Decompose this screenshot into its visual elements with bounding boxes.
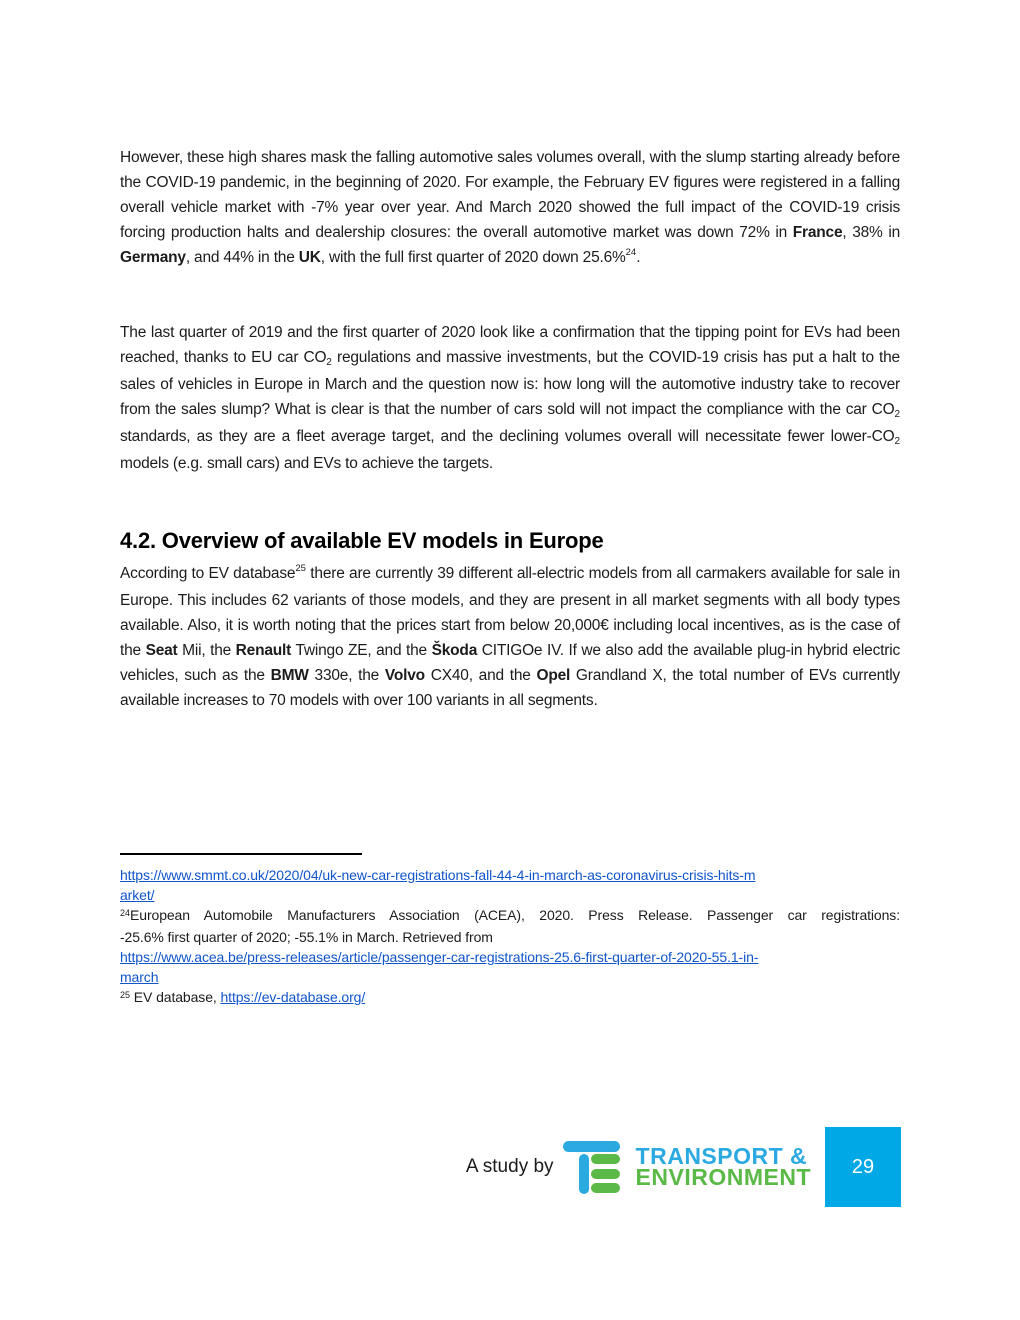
superscript-footnote-ref: 24 (625, 247, 637, 258)
logo-e-bar3-icon (591, 1183, 620, 1193)
paragraph-ev-models-overview: According to EV database$^{25}$ there are currently 39 different all-electric models from all carmakers available for sale in Europe. This includes 62 variants of those models, and they are present in all market segments with all body types available. Also, it is worth noting that the prices start from below 20,000€ including local incentives, as is the case of the Seat Mii, the Renault Twingo ZE, and the Škoda CITIGOe IV. If we also add the available plug-in hybrid electric vehicles, such as the BMW 330e, the Volvo CX40, and the Opel Grandland X, the total number of EVs currently available increases to 70 models with over 100 variants in all segments. (120, 563, 900, 709)
hyperlink[interactable]: https://www.smmt.co.uk/2020/04/uk-new-car-registrations-fall-44-4-in-march-as-coronavirus-crisis-hits-m (120, 867, 756, 883)
logo-transport-line: TRANSPORT & (635, 1143, 808, 1169)
hyperlink[interactable]: https://www.acea.be/press-releases/article/passenger-car-registrations-25.6-first-quarter-of-2020-55.1-in- (120, 949, 759, 965)
logo-t-stem-icon (579, 1154, 589, 1194)
subscript: 2 (894, 436, 900, 447)
footnote-line (120, 865, 900, 885)
superscript-footnote-ref: 24 (120, 908, 131, 918)
page-number: 29 (851, 1155, 875, 1178)
logo-t-top-bar-icon (563, 1141, 620, 1152)
footnote-line: $^{24}$European Automobile Manufacturers Association (ACEA), 2020. Press Release. Passenger car registrations: (120, 907, 900, 923)
section-heading: 4.2. Overview of available EV models in Europe (120, 528, 604, 553)
footnote-line (120, 885, 900, 905)
subscript: 2 (894, 409, 900, 420)
footnote-line (120, 947, 900, 967)
logo-e-bar2-icon (591, 1169, 620, 1179)
footnote-divider (120, 853, 362, 855)
hyperlink[interactable]: https://ev-database.org/ (220, 989, 366, 1005)
superscript-footnote-ref: 25 (295, 563, 306, 574)
logo-environment-line: ENVIRONMENT (635, 1164, 811, 1190)
footnote-line: $^{25}$ EV database, https://ev-database.org/ (120, 989, 366, 1005)
te-logo-icon (563, 1141, 620, 1194)
study-by-label: A study by (465, 1156, 554, 1177)
page-footer (120, 1127, 901, 1207)
superscript-footnote-ref: 25 (120, 990, 131, 1000)
hyperlink[interactable]: march (120, 969, 159, 985)
logo-e-bar1-icon (591, 1154, 620, 1164)
paragraph-market-slump: However, these high shares mask the falling automotive sales volumes overall, with the slump starting already before the COVID-19 pandemic, in the beginning of 2020. For example, the February EV figures were registered in a falling overall vehicle market with -7% year over year. And March 2020 showed the full impact of the COVID-19 crisis forcing production halts and dealership closures: the overall automotive market was down 72% in France, 38% in Germany, and 44% in the UK, with the full first quarter of 2020 down 25.6%$^{24}$. (120, 149, 901, 266)
footnotes-section (120, 845, 900, 1009)
footnote-line: -25.6% first quarter of 2020; -55.1% in March. Retrieved from (120, 929, 493, 945)
te-logo-wordmark (635, 1143, 811, 1190)
footnote-lines (120, 865, 900, 1009)
page-number-badge (825, 1127, 901, 1207)
footnote-line (120, 967, 900, 987)
subscript: 2 (326, 357, 332, 368)
paragraph-tipping-point: The last quarter of 2019 and the first quarter of 2020 look like a confirmation that the tipping point for EVs had been reached, thanks to EU car CO2 regulations and massive investments, but the COVID-19 crisis has put a halt to the sales of vehicles in Europe in March and the question now is: how long will the automotive industry take to recover from the sales slump? What is clear is that the number of cars sold will not impact the compliance with the car CO2 standards, as they are a fleet average target, and the declining volumes overall will necessitate fewer lower-CO2 models (e.g. small cars) and EVs to achieve the targets. (120, 324, 900, 472)
hyperlink[interactable]: arket/ (120, 887, 155, 903)
